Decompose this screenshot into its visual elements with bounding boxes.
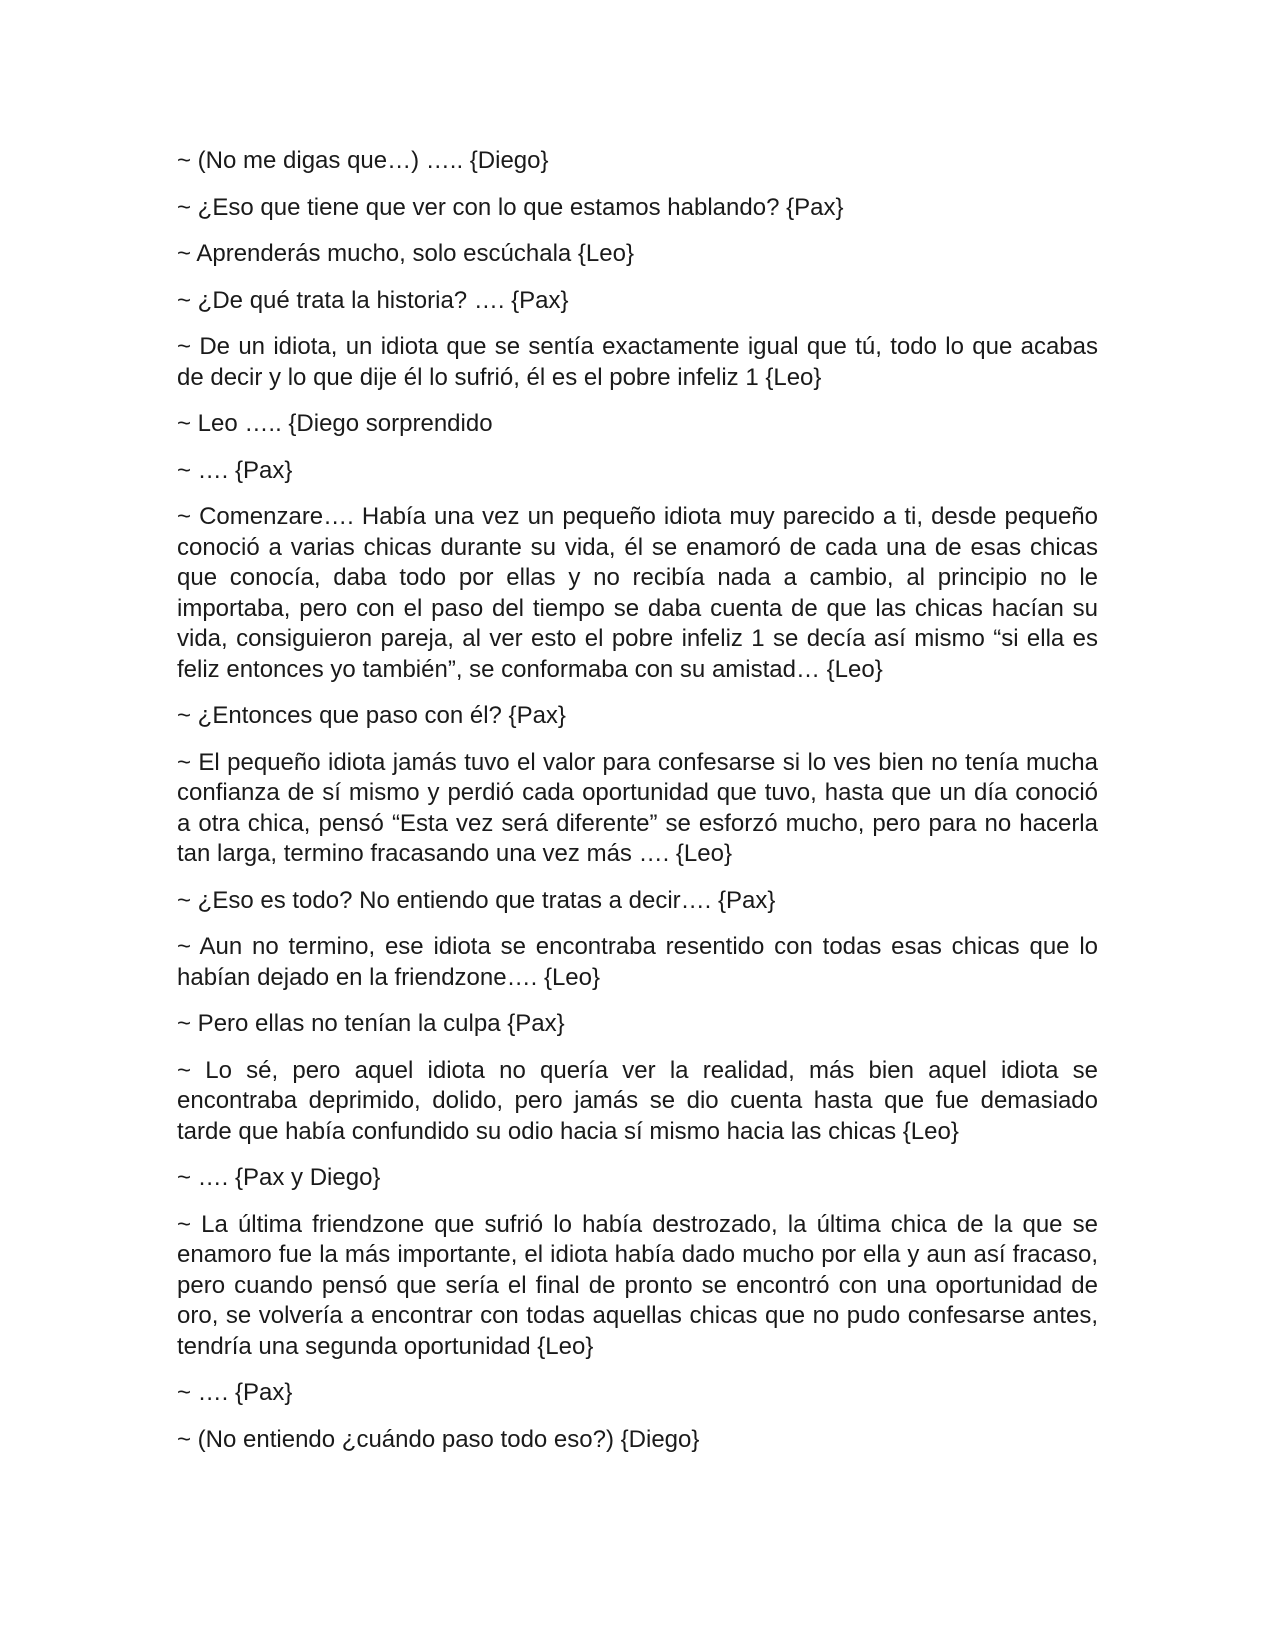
dialogue-line-leo: ~ Comenzare…. Había una vez un pequeño idiota muy parecido a ti, desde pequeño conoció a varias chicas durante su vida, él se enamoró de cada una de esas chicas que conocía, daba todo por ellas y no recibía nada a cambio, al principio no le importaba, pero con el paso del tiempo se daba cuenta de que las chicas hacían su vida, consiguieron pareja, al ver esto el pobre infeliz 1 se decía así mismo “si ella es feliz entonces yo también”, se conformaba con su amistad… {Leo}: [177, 503, 1098, 683]
dialogue-line-leo: ~ De un idiota, un idiota que se sentía exactamente igual que tú, todo lo que acabas de decir y lo que dije él lo sufrió, él es el pobre infeliz 1 {Leo}: [177, 333, 1098, 391]
dialogue-line-pax: ~ ¿Eso es todo? No entiendo que tratas a decir…. {Pax}: [177, 886, 776, 914]
dialogue-line-diego: ~ (No me digas que…) ….. {Diego}: [177, 147, 549, 174]
dialogue-line-pax: ~ ¿Entonces que paso con él? {Pax}: [177, 702, 566, 729]
dialogue-line-diego: ~ (No entiendo ¿cuándo paso todo eso?) {Diego}: [177, 1425, 700, 1453]
dialogue-line-pax: ~ …. {Pax}: [177, 1379, 293, 1406]
dialogue-line-pax: ~ ¿Eso que tiene que ver con lo que estamos hablando? {Pax}: [177, 193, 844, 221]
dialogue-line-pax-diego: ~ …. {Pax y Diego}: [177, 1164, 381, 1191]
dialogue-line-leo: ~ El pequeño idiota jamás tuvo el valor para confesarse si lo ves bien no tenía mucha confianza de sí mismo y perdió cada oportunidad que tuvo, hasta que un día conoció a otra chica, pensó “Esta vez será diferente” se esforzó mucho, pero para no hacerla tan larga, termino fracasando una vez más …. {Leo}: [177, 748, 1098, 867]
dialogue-line-pax: ~ …. {Pax}: [177, 456, 293, 484]
dialogue-line-pax: ~ Pero ellas no tenían la culpa {Pax}: [177, 1010, 565, 1037]
dialogue-line-diego: ~ Leo ….. {Diego sorprendido: [177, 410, 493, 437]
dialogue-line-leo: ~ Aprenderás mucho, solo escúchala {Leo}: [177, 240, 634, 267]
dialogue-line-leo: ~ La última friendzone que sufrió lo había destrozado, la última chica de la que se enamoro fue la más importante, el idiota había dado mucho por ella y aun así fracaso, pero cuando pensó que sería el final de pronto se encontró con una oportunidad de oro, se volvería a encontrar con todas aquellas chicas que no pudo confesarse antes, tendría una segunda oportunidad {Leo}: [177, 1210, 1098, 1360]
dialogue-line-pax: ~ ¿De qué trata la historia? …. {Pax}: [177, 286, 569, 314]
dialogue-line-leo: ~ Lo sé, pero aquel idiota no quería ver la realidad, más bien aquel idiota se encontraba deprimido, dolido, pero jamás se dio cuenta hasta que fue demasiado tarde que había confundido su odio hacia sí mismo hacia las chicas {Leo}: [177, 1056, 1098, 1145]
document-body: [177, 146, 1098, 1471]
dialogue-line-leo: ~ Aun no termino, ese idiota se encontraba resentido con todas esas chicas que lo habían dejado en la friendzone…. {Leo}: [177, 933, 1098, 991]
